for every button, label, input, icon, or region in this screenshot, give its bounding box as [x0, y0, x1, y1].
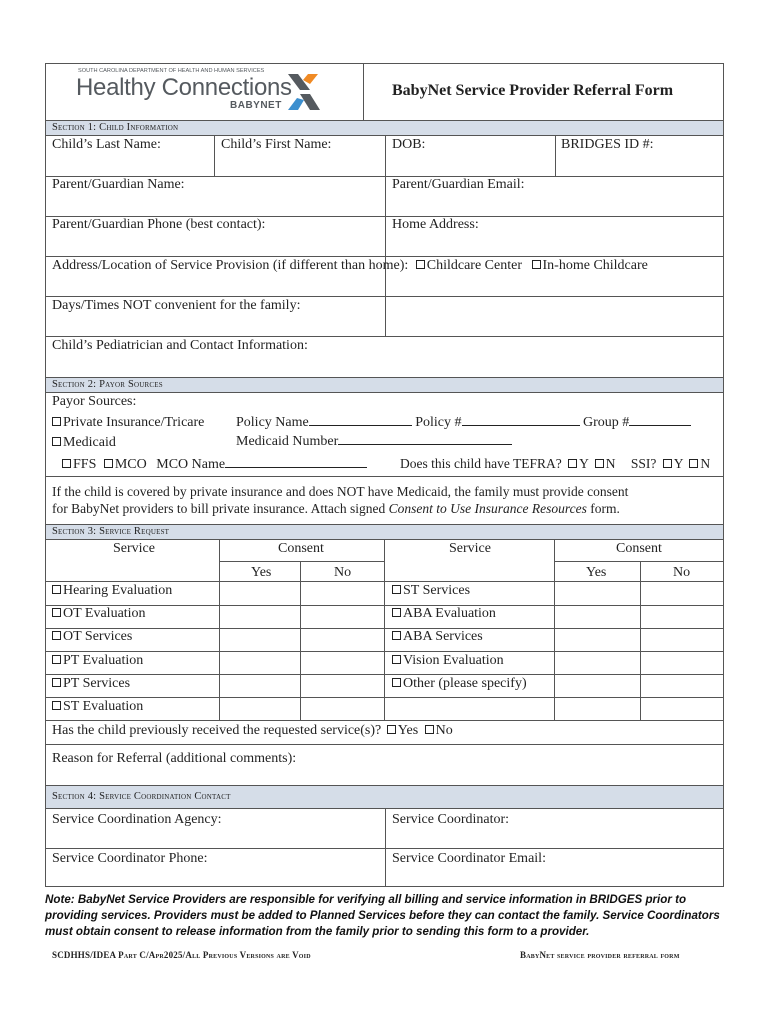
inhome-childcare-checkbox[interactable]	[532, 260, 541, 269]
policy-name-label: Policy Name	[236, 415, 309, 430]
pt-services-option	[52, 676, 130, 692]
private-insurance-label: Private Insurance/Tricare	[63, 415, 205, 430]
consent-line-2-text: for BabyNet providers to bill private insurance. Attach signed	[52, 501, 389, 516]
previously-received-question: Has the child previously received the requested service(s)?	[52, 723, 382, 738]
ssi-yes-label: Y	[673, 456, 683, 471]
reason-for-referral-field[interactable]: Reason for Referral (additional comments):	[52, 751, 297, 766]
mco-label: MCO	[114, 457, 147, 472]
section4-title: Section 4: Service Coordination Contact	[52, 791, 231, 802]
logo-main-text: Healthy Connections	[76, 74, 292, 101]
vision-evaluation-checkbox[interactable]	[392, 655, 401, 664]
ssi-no-checkbox[interactable]	[689, 459, 698, 468]
ot-evaluation-option	[52, 606, 146, 622]
ssi-yes-checkbox[interactable]	[663, 459, 672, 468]
st-evaluation-checkbox[interactable]	[52, 701, 61, 710]
parent-name-field[interactable]: Parent/Guardian Name:	[52, 177, 185, 192]
consent-line-2-end: form.	[586, 501, 620, 516]
ffs-checkbox[interactable]	[62, 459, 71, 468]
other-service-checkbox[interactable]	[392, 678, 401, 687]
right-service-header: Service	[449, 541, 491, 556]
vision-evaluation-option	[392, 653, 504, 669]
pt-services-label: PT Services	[63, 676, 131, 691]
tefra-yes-label: Y	[579, 456, 589, 471]
other-service-option	[392, 676, 527, 692]
st-services-checkbox[interactable]	[392, 585, 401, 594]
pediatrician-field[interactable]: Child’s Pediatrician and Contact Information:	[52, 338, 308, 353]
aba-services-option	[392, 629, 483, 645]
section1-title: Section 1: Child Information	[52, 122, 179, 133]
left-yes-header: Yes	[251, 565, 272, 580]
previously-received-no-label: No	[435, 723, 453, 738]
consent-line-1: If the child is covered by private insurance and does NOT have Medicaid, the family must provide consent	[52, 484, 629, 499]
tefra-question: Does this child have TEFRA?	[400, 456, 562, 471]
private-insurance-checkbox[interactable]	[52, 417, 61, 426]
days-times-field[interactable]: Days/Times NOT convenient for the family:	[52, 298, 301, 313]
tefra-no-label: N	[605, 456, 616, 471]
bridges-id-field[interactable]: BRIDGES ID #:	[561, 137, 654, 152]
hearing-evaluation-checkbox[interactable]	[52, 585, 61, 594]
policy-name-input[interactable]	[309, 413, 412, 426]
childcare-center-checkbox[interactable]	[416, 260, 425, 269]
consent-line-2	[52, 501, 620, 517]
medicaid-label: Medicaid	[63, 435, 116, 450]
left-consent-header: Consent	[278, 541, 324, 556]
home-address-field[interactable]: Home Address:	[392, 217, 479, 232]
service-location-label: Address/Location of Service Provision (if different than home):	[52, 258, 409, 273]
mco-name-label: MCO Name	[156, 457, 226, 472]
payor-sources-label: Payor Sources:	[52, 394, 137, 409]
aba-services-checkbox[interactable]	[392, 631, 401, 640]
childs-last-name-field[interactable]: Child’s Last Name:	[52, 137, 161, 152]
logo-agency-text: SOUTH CAROLINA DEPARTMENT OF HEALTH AND HUMAN SERVICES	[78, 68, 265, 74]
healthy-connections-logo	[76, 68, 326, 118]
childcare-center-label: Childcare Center	[426, 258, 523, 273]
st-services-label: ST Services	[403, 583, 471, 598]
st-evaluation-label: ST Evaluation	[63, 699, 144, 714]
policy-row	[236, 413, 691, 431]
section3-title: Section 3: Service Request	[52, 526, 170, 537]
pt-services-checkbox[interactable]	[52, 678, 61, 687]
hearing-evaluation-label: Hearing Evaluation	[63, 583, 173, 598]
footer-form-name: BabyNet service provider referral form	[520, 950, 680, 960]
section4-header	[46, 785, 723, 809]
service-coordinator-field[interactable]: Service Coordinator:	[392, 812, 510, 827]
medicaid-number-input[interactable]	[338, 432, 512, 445]
right-no-header: No	[673, 565, 691, 580]
coordination-agency-field[interactable]: Service Coordination Agency:	[52, 812, 222, 827]
pt-evaluation-option	[52, 653, 143, 669]
parent-phone-field[interactable]: Parent/Guardian Phone (best contact):	[52, 217, 266, 232]
inhome-childcare-label: In-home Childcare	[542, 258, 648, 273]
form-title: BabyNet Service Provider Referral Form	[392, 82, 674, 99]
service-location-row	[52, 258, 648, 274]
tefra-no-checkbox[interactable]	[595, 459, 604, 468]
medicaid-checkbox[interactable]	[52, 437, 61, 446]
right-yes-header: Yes	[586, 565, 607, 580]
section2-title: Section 2: Payor Sources	[52, 379, 163, 390]
logo-sub-text: BABYNET	[230, 100, 282, 111]
aba-evaluation-option	[392, 606, 496, 622]
policy-number-input[interactable]	[462, 413, 580, 426]
tefra-yes-checkbox[interactable]	[568, 459, 577, 468]
private-insurance-option	[52, 415, 204, 431]
childs-first-name-field[interactable]: Child’s First Name:	[221, 137, 332, 152]
ot-services-checkbox[interactable]	[52, 631, 61, 640]
section1-header	[46, 120, 723, 136]
ot-evaluation-checkbox[interactable]	[52, 608, 61, 617]
mco-name-input[interactable]	[225, 455, 367, 468]
aba-evaluation-label: ABA Evaluation	[403, 606, 496, 621]
pt-evaluation-label: PT Evaluation	[63, 653, 144, 668]
aba-services-label: ABA Services	[403, 629, 483, 644]
aba-evaluation-checkbox[interactable]	[392, 608, 401, 617]
right-consent-header: Consent	[616, 541, 662, 556]
dob-field[interactable]: DOB:	[392, 137, 426, 152]
mco-checkbox[interactable]	[104, 459, 113, 468]
medicaid-number-label: Medicaid Number	[236, 434, 339, 449]
other-service-label: Other (please specify)	[403, 676, 527, 691]
ot-services-option	[52, 629, 132, 645]
previously-received-yes-label: Yes	[397, 723, 419, 738]
tefra-ssi-row	[400, 456, 710, 472]
section2-header	[46, 377, 723, 393]
previously-received-yes-checkbox[interactable]	[387, 725, 396, 734]
footer-version: SCDHHS/IDEA Part C/Apr2025/All Previous Versions are Void	[52, 950, 311, 960]
coordinator-phone-field[interactable]: Service Coordinator Phone:	[52, 851, 208, 866]
hearing-evaluation-option	[52, 583, 172, 599]
left-service-header: Service	[113, 541, 155, 556]
parent-email-field[interactable]: Parent/Guardian Email:	[392, 177, 525, 192]
billing-note: Note: BabyNet Service Providers are responsible for verifying all billing and service information in BRIDGES prior to providing services. Providers must be added to Planned Services before they can contact the family. Service Coordinators must obtain consent to release information from the family prior to sending this form to a provider.	[45, 893, 720, 938]
referral-form	[45, 63, 724, 887]
section3-header	[46, 524, 723, 540]
ot-evaluation-label: OT Evaluation	[63, 606, 146, 621]
ffs-label: FFS	[73, 457, 97, 472]
consent-document-name: Consent to Use Insurance Resources	[388, 501, 587, 516]
ssi-question: SSI?	[630, 456, 657, 471]
group-number-label: Group #	[583, 415, 630, 430]
left-no-header: No	[334, 565, 352, 580]
mco-row	[62, 455, 367, 473]
policy-number-label: Policy #	[415, 415, 462, 430]
st-evaluation-option	[52, 699, 143, 715]
ssi-no-label: N	[700, 456, 711, 471]
medicaid-number-row	[236, 432, 512, 450]
previously-received-row	[52, 723, 453, 739]
coordinator-email-field[interactable]: Service Coordinator Email:	[392, 851, 546, 866]
pt-evaluation-checkbox[interactable]	[52, 655, 61, 664]
group-number-input[interactable]	[629, 413, 691, 426]
st-services-option	[392, 583, 470, 599]
logo-x-mark-icon	[286, 72, 322, 112]
medicaid-option	[52, 435, 116, 451]
ot-services-label: OT Services	[63, 629, 133, 644]
previously-received-no-checkbox[interactable]	[425, 725, 434, 734]
vision-evaluation-label: Vision Evaluation	[403, 653, 504, 668]
